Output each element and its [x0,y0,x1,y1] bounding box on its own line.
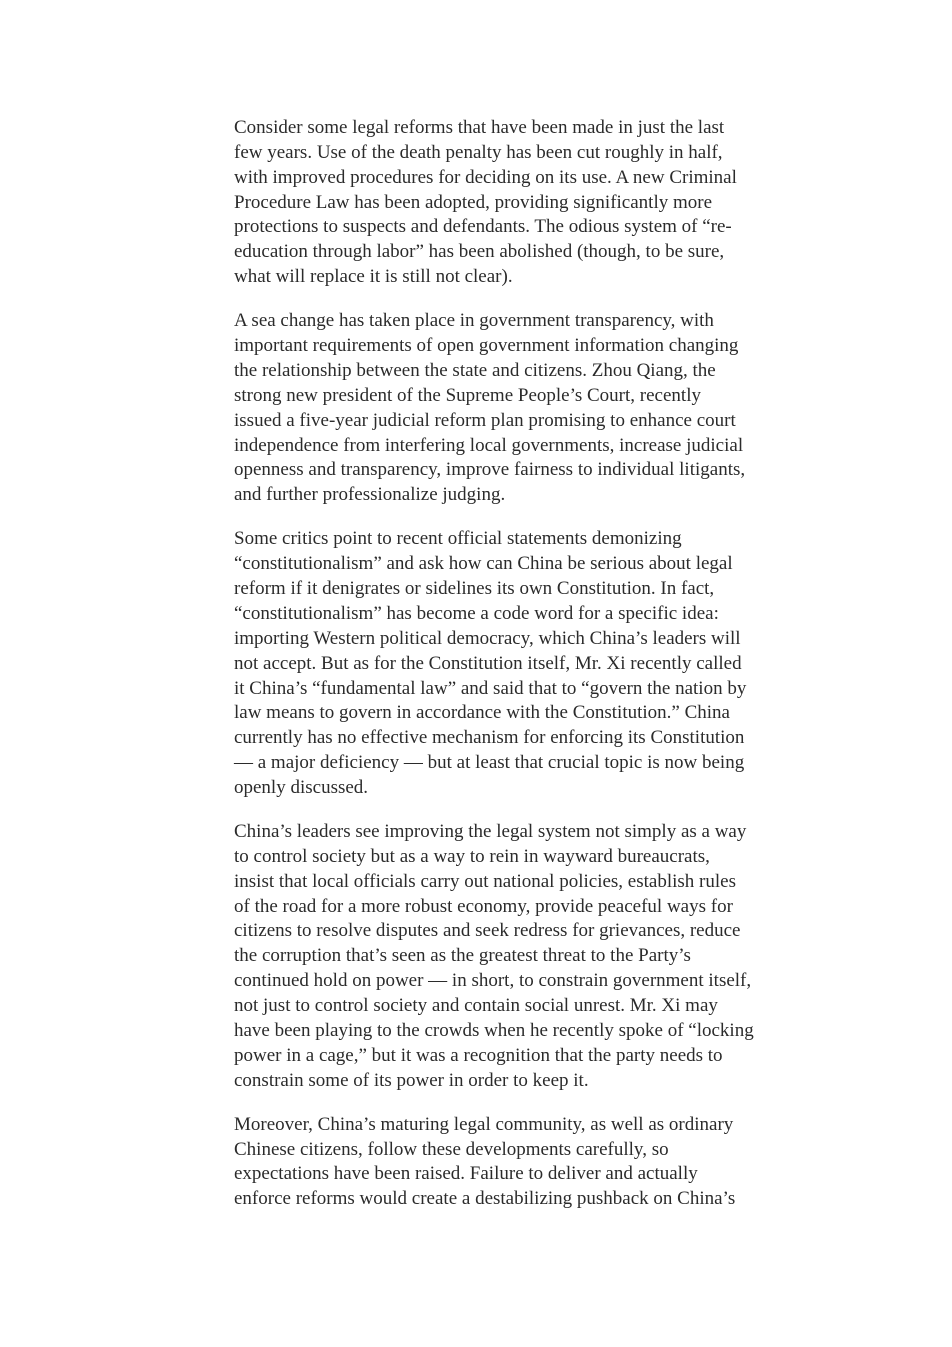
text-line: have been playing to the crowds when he recently spoke of “locking [234,1019,754,1041]
text-line: the relationship between the state and citizens. Zhou Qiang, the [234,359,716,381]
text-line: enforce reforms would create a destabilizing pushback on China’s [234,1188,736,1210]
text-line: Procedure Law has been adopted, providing significantly more [234,191,713,213]
article-body [234,116,814,1212]
text-line: citizens to resolve disputes and seek redress for grievances, reduce [234,920,741,942]
text-line: it China’s “fundamental law” and said that to “govern the nation by [234,677,747,699]
text-line: currently has no effective mechanism for enforcing its Constitution [234,727,745,749]
text-line: reform if it denigrates or sidelines its own Constitution. In fact, [234,578,715,600]
text-line: openly discussed. [234,776,369,798]
text-line: independence from interfering local governments, increase judicial [234,434,744,456]
text-line: openness and transparency, improve fairness to individual litigants, [234,459,746,481]
text-line: protections to suspects and defendants. The odious system of “re- [234,216,732,238]
paragraph-constitutionalism [234,527,814,800]
text-line: what will replace it is still not clear). [234,266,513,288]
paragraph-legal-reforms [234,116,814,290]
text-line: “constitutionalism” and ask how can China be serious about legal [234,553,733,575]
text-line: “constitutionalism” has become a code word for a specific idea: [234,602,719,624]
text-line: Consider some legal reforms that have been made in just the last [234,117,725,138]
paragraph-transparency [234,309,814,508]
text-line: expectations have been raised. Failure to deliver and actually [234,1163,698,1185]
text-line: of the road for a more robust economy, provide peaceful ways for [234,895,733,917]
text-line: A sea change has taken place in government transparency, with [234,310,714,332]
text-line: — a major deficiency — but at least that crucial topic is now being [234,752,745,774]
text-line: with improved procedures for deciding on its use. A new Criminal [234,166,737,188]
text-line: education through labor” has been abolished (though, to be sure, [234,241,725,263]
text-line: importing Western political democracy, which China’s leaders will [234,627,741,649]
text-line: Some critics point to recent official statements demonizing [234,528,682,550]
text-line: insist that local officials carry out national policies, establish rules [234,870,736,892]
text-line: Chinese citizens, follow these developments carefully, so [234,1138,669,1160]
text-line: to control society but as a way to rein in wayward bureaucrats, [234,845,710,867]
text-line: power in a cage,” but it was a recognition that the party needs to [234,1044,723,1066]
text-line: not just to control society and contain social unrest. Mr. Xi may [234,995,718,1017]
text-line: constrain some of its power in order to keep it. [234,1069,589,1091]
text-line: few years. Use of the death penalty has been cut roughly in half, [234,141,723,163]
text-line: important requirements of open government information changing [234,335,739,357]
text-line: Moreover, China’s maturing legal community, as well as ordinary [234,1113,734,1135]
text-line: and further professionalize judging. [234,484,506,506]
text-line: not accept. But as for the Constitution itself, Mr. Xi recently called [234,652,742,674]
paragraph-leaders-legal-system [234,820,814,1093]
text-line: China’s leaders see improving the legal system not simply as a way [234,821,747,843]
text-line: issued a five-year judicial reform plan promising to enhance court [234,409,736,431]
paragraph-legal-community [234,1113,814,1212]
text-line: strong new president of the Supreme People’s Court, recently [234,384,701,406]
text-line: law means to govern in accordance with the Constitution.” China [234,702,730,724]
text-line: continued hold on power — in short, to constrain government itself, [234,970,752,992]
text-line: the corruption that’s seen as the greatest threat to the Party’s [234,945,691,967]
